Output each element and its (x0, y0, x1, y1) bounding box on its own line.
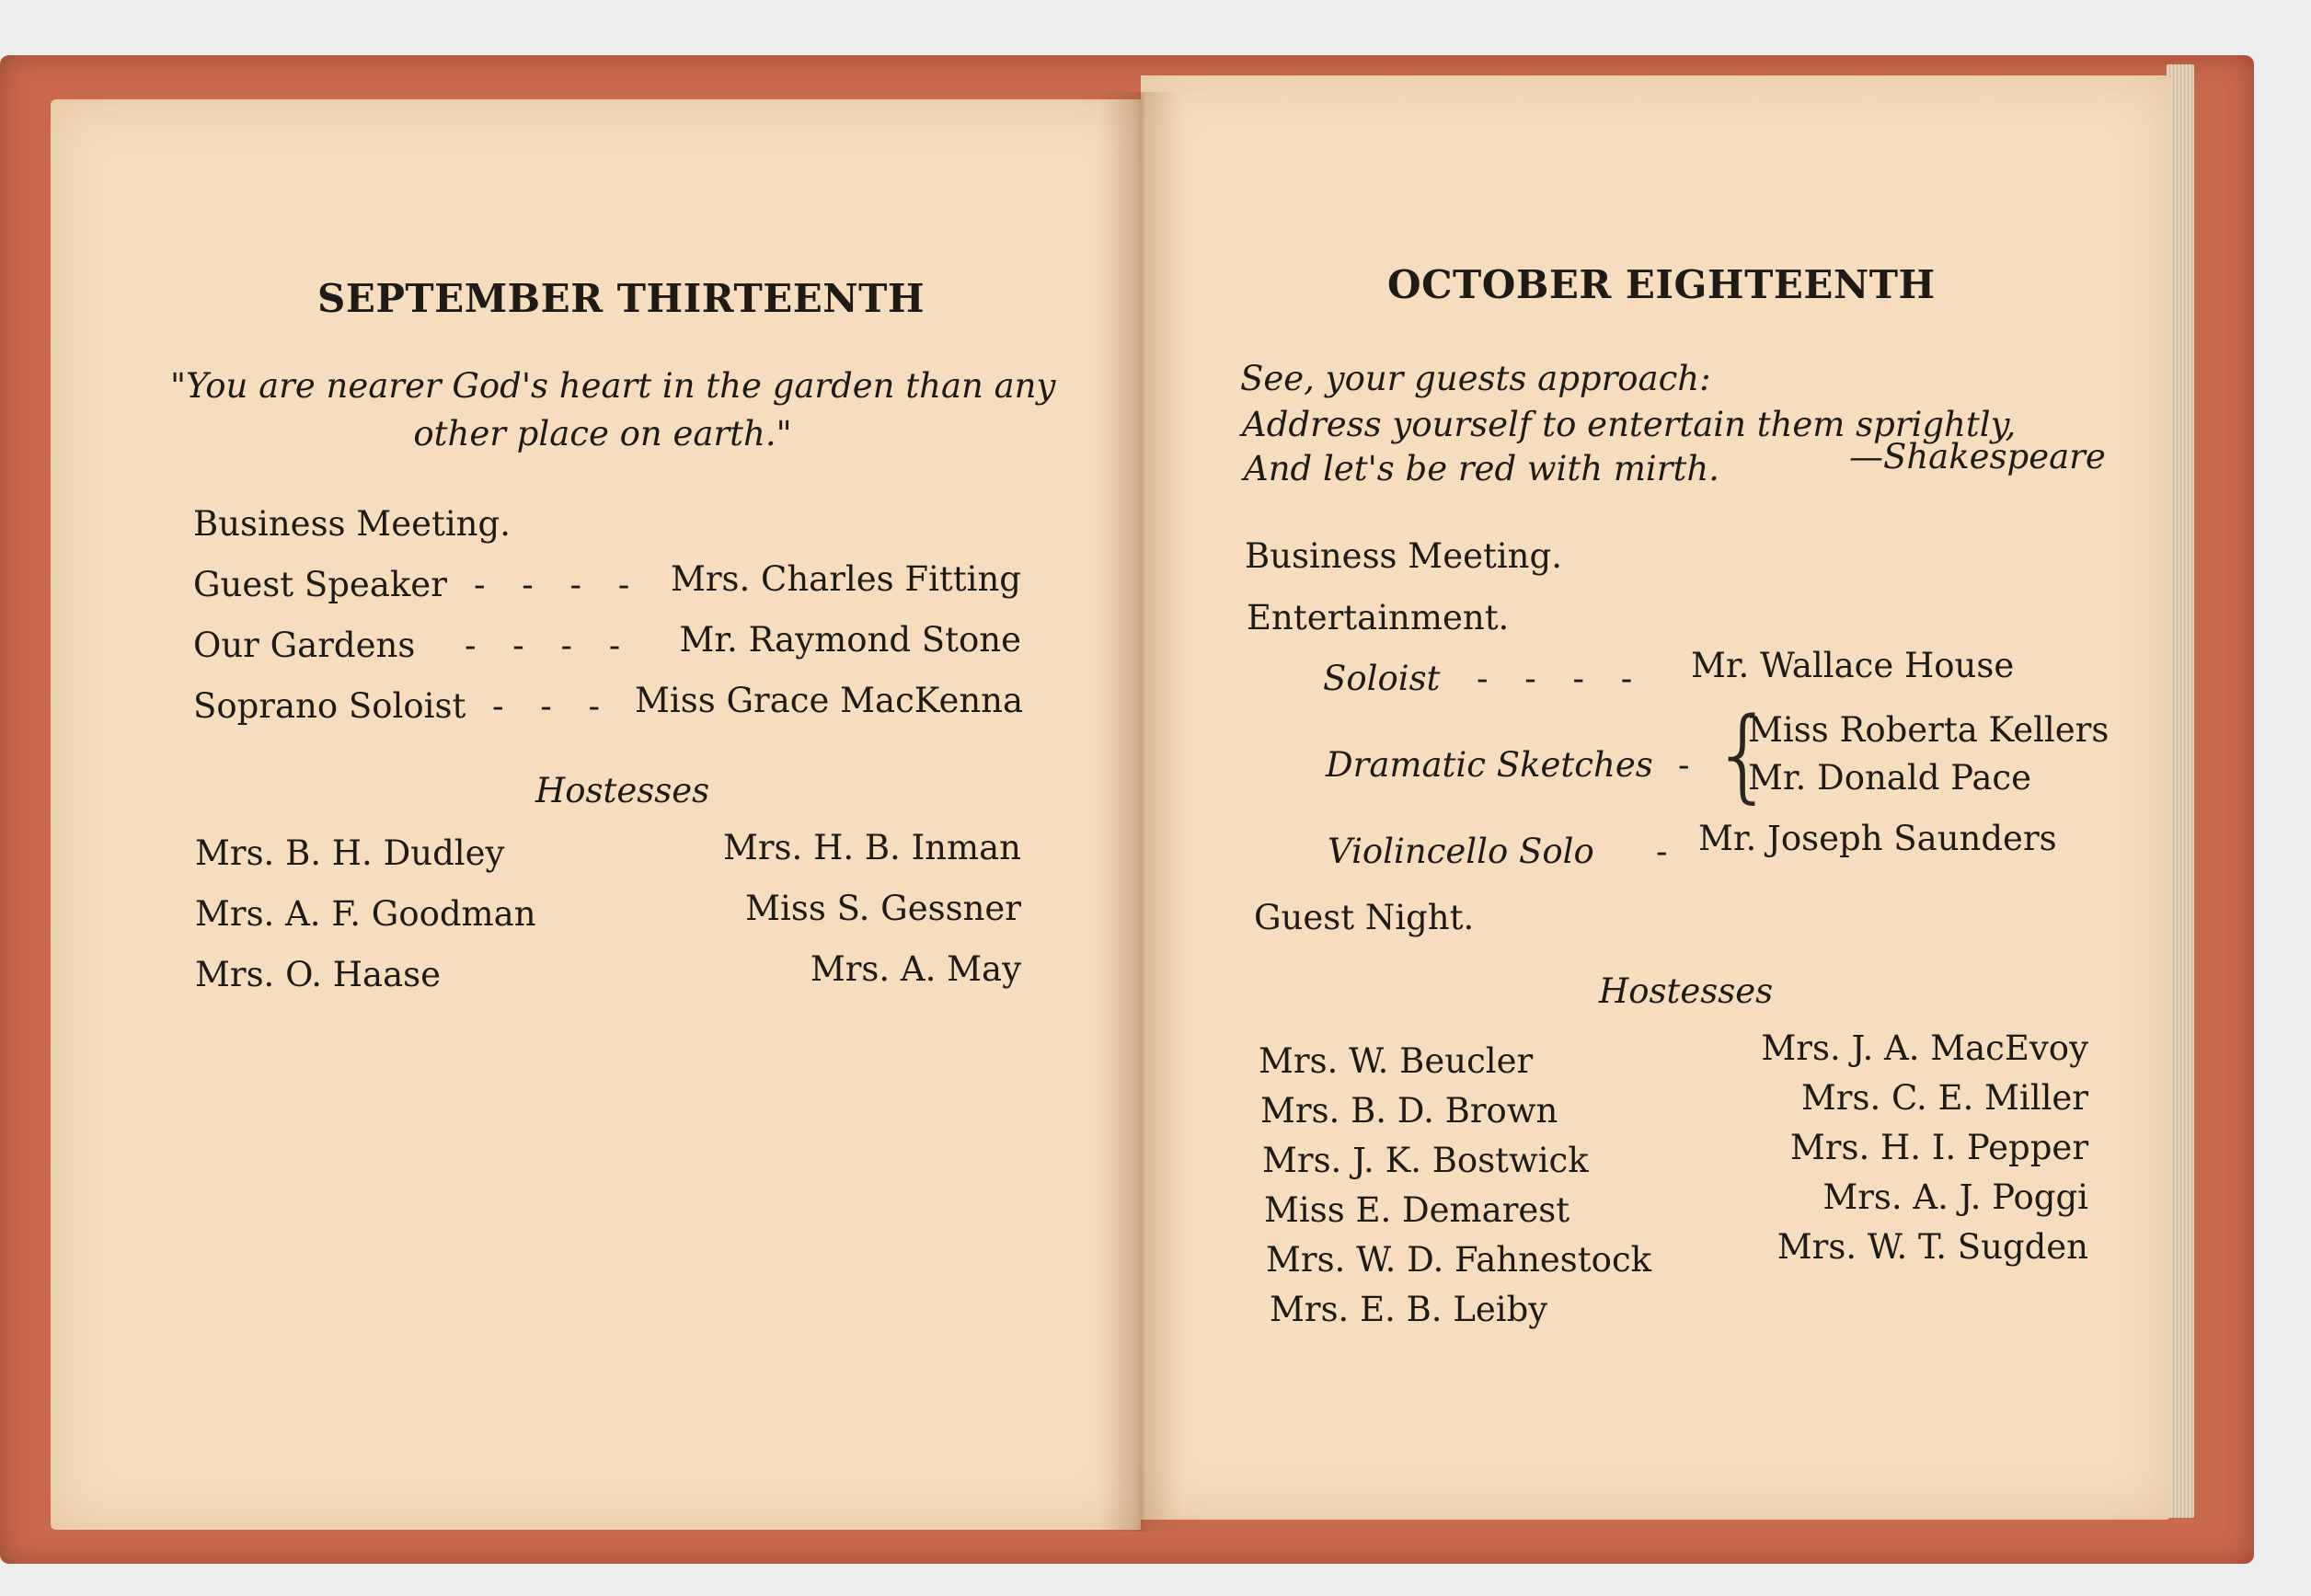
program-name: Mr. Raymond Stone (679, 620, 1021, 660)
book-gutter (1099, 92, 1182, 1532)
hostess-name: Mrs. H. B. Inman (722, 828, 1021, 867)
hostess-name: Mrs. E. B. Leiby (1270, 1290, 1548, 1329)
hostess-name: Mrs. O. Haase (195, 955, 442, 994)
program-name: Miss Grace MacKenna (635, 681, 1024, 720)
program-dashes: - - - (492, 686, 614, 726)
hostess-name: Mrs. J. A. MacEvoy (1761, 1028, 2088, 1068)
hostess-name: Mrs. J. K. Bostwick (1262, 1141, 1589, 1180)
sketch-performer: Mr. Donald Pace (1748, 758, 2032, 798)
hostess-name: Mrs. W. D. Fahnestock (1266, 1240, 1652, 1280)
program-role: Our Gardens (193, 626, 416, 665)
program-name: Mrs. Charles Fitting (670, 559, 1021, 599)
hostess-name: Mrs. W. T. Sugden (1776, 1227, 2088, 1267)
violin-dash: - (1656, 832, 1668, 871)
program-dashes: - - - - (465, 626, 634, 665)
soloist-dashes: - - - - (1477, 659, 1646, 698)
hostess-name: Mrs. A. May (810, 949, 1021, 989)
right-quote-line-2: Address yourself to entertain them sprightly, (1242, 405, 2017, 444)
hostess-name: Mrs. A. J. Poggi (1822, 1177, 2088, 1217)
soloist-role: Soloist (1323, 659, 1441, 698)
guest-night: Guest Night. (1254, 898, 1475, 937)
hostess-name: Mrs. A. F. Goodman (195, 894, 536, 934)
hostess-name: Mrs. C. E. Miller (1800, 1078, 2088, 1118)
right-page-heading: OCTOBER EIGHTEENTH (1387, 262, 1936, 307)
violin-role: Violincello Solo (1328, 832, 1594, 871)
quote-attribution: —Shakespeare (1849, 437, 2106, 477)
right-quote-line-3: And let's be red with mirth. (1244, 449, 1719, 488)
program-role: Soprano Soloist (193, 686, 466, 726)
hostess-name: Miss E. Demarest (1264, 1190, 1570, 1230)
left-quote-line-2: other place on earth." (413, 414, 792, 454)
program-role: Guest Speaker (193, 565, 447, 604)
hostess-name: Mrs. H. I. Pepper (1789, 1128, 2088, 1167)
hostess-name: Miss S. Gessner (745, 889, 1021, 928)
sketch-performer: Miss Roberta Kellers (1748, 710, 2110, 750)
brace-icon: { (1711, 695, 1776, 813)
right-business-meeting: Business Meeting. (1245, 536, 1562, 576)
sketches-role: Dramatic Sketches (1326, 745, 1653, 785)
hostess-name: Mrs. B. H. Dudley (195, 833, 505, 873)
right-entertainment: Entertainment. (1247, 598, 1510, 637)
right-hostesses-label: Hostesses (1599, 971, 1774, 1011)
sketches-dash: - (1678, 745, 1690, 785)
program-dashes: - - - - (474, 565, 643, 604)
left-page-heading: SEPTEMBER THIRTEENTH (317, 276, 926, 321)
left-quote-line-1: "You are nearer God's heart in the garden than any (170, 366, 1056, 406)
left-business-meeting: Business Meeting. (193, 504, 511, 544)
hostess-name: Mrs. B. D. Brown (1260, 1091, 1558, 1131)
right-quote-line-1: See, your guests approach: (1240, 359, 1711, 398)
violin-name: Mr. Joseph Saunders (1698, 819, 2057, 858)
hostess-name: Mrs. W. Beucler (1259, 1041, 1534, 1081)
left-hostesses-label: Hostesses (535, 771, 710, 810)
soloist-name: Mr. Wallace House (1691, 646, 2015, 685)
